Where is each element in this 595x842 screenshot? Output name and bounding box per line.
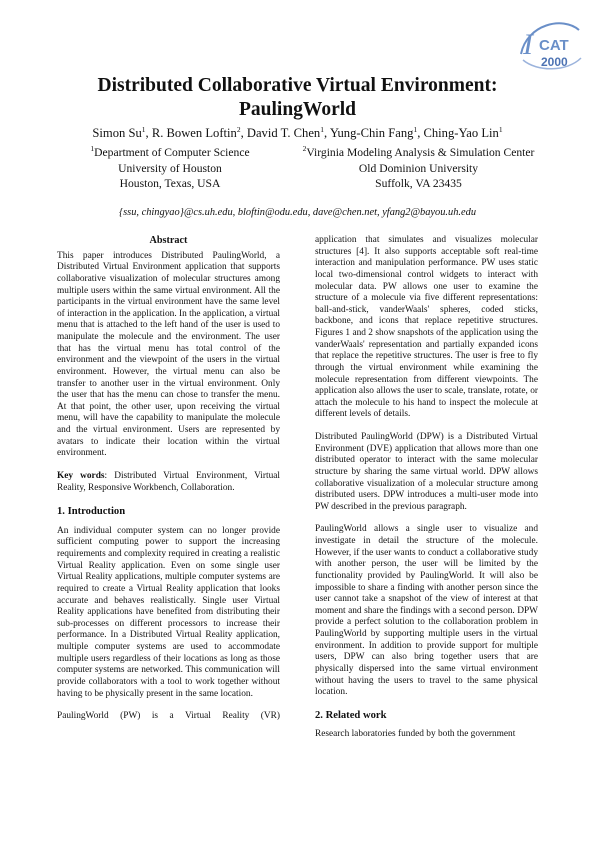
author: Simon Su$^1$, [92, 124, 152, 140]
svg-text:I: I [523, 28, 533, 61]
author-list [20, 125, 575, 141]
keywords-label: Key words [57, 470, 105, 481]
keywords [57, 471, 280, 494]
abstract-body: This paper introduces Distributed PaulingWorld, a Distributed Virtual Environment application that supports collaborative visualization of molecular structures among multiple users within the same virtual environment. All the participants in the virtual environment have the same level of interaction in the application. In the application, a virtual menu that is attached to the left hand of the user is used to manipulate the molecule and the environment. The user that has the virtual menu has total control of the environment and the viewpoint of the users in the virtual environment. However, the virtual menu can also be transfer to another user in the virtual environment. Only the user that has the menu can chose to transfer the menu. At that point, the other user, upon receiving the virtual menu, will have the capability to manipulate the molecule and the virtual environment. Users are represented by avatars to indicate their location within the virtual environment. [57, 250, 280, 459]
svg-text:CAT: CAT [539, 37, 569, 54]
body-paragraph: PaulingWorld allows a single user to visualize and investigate in detail the structure of the molecule. However, if the user wants to conduct a collaborative study with another person, the user will be limited by the functionality provided by PaulingWorld. It will also be impossible to share a finding with another person since the user cannot take a snapshot of the view of interest at that moment and share the findings with a second person. DPW provide a perfect solution to the collaboration problem in PaulingWorld by supporting multiple users in the virtual environment. In addition to provide support for multiple users, DPW can also bring together users that are physically dispersed into the same virtual environment without having the users to travel to the same physical location. [315, 524, 538, 698]
introduction-paragraph-2: PaulingWorld (PW) is a Virtual Reality (VR) [57, 711, 280, 722]
author: Ching-Yao Lin$^1$ [423, 124, 503, 140]
introduction-paragraph: An individual computer system can no longer provide sufficient computing power to support the increasing requirements and complexity required in creating a realistic Virtual Reality application. Even on some single user Virtual Reality applications, multiple computer systems are required to create a Virtual Reality application that looks accurate and behaves realistically. Single user Virtual Reality applications have benefited from distributing their sub-processes on different processors to increase their performance. In a Distributed Virtual Reality application, multiple computer systems are used to accommodate multiple users regardless of their locations as long as those computer systems are networked. This communication will provide collaborators with a tool to work together without having to be physically present in the same location. [57, 525, 280, 699]
svg-text:2000: 2000 [541, 55, 568, 69]
affiliation-1: $^1$Department of Computer Science University of Houston Houston, Texas, USA [90, 144, 250, 190]
icat-2000-logo-icon [513, 14, 585, 78]
abstract-heading: Abstract [149, 235, 188, 246]
left-column [57, 235, 280, 734]
keywords-text: : Distributed Virtual Environment, Virtual Reality, Responsive Workbench, Collaboration. [57, 470, 280, 493]
title-line-2: PaulingWorld [238, 99, 357, 120]
title-line-1: Distributed Collaborative Virtual Environment: [97, 75, 498, 96]
author: Yung-Chin Fang$^1$, [329, 124, 424, 140]
body-paragraph: Distributed PaulingWorld (DPW) is a Distributed Virtual Environment (DVE) application that allows more than one distributed operator to interact with the same molecular structure by sharing the same virtual world. DPW allows collaborative visualization of a molecular structure among distributed users. DPW introduces a multi-user mode into PW described in the previous paragraph. [315, 432, 538, 512]
right-column [315, 235, 538, 752]
related-work-heading: 2. Related work [315, 709, 387, 721]
paper-title [60, 74, 535, 122]
introduction-heading: 1. Introduction [57, 506, 126, 518]
body-paragraph: Research laboratories funded by both the government [315, 729, 516, 740]
affiliation-2: $^2$Virginia Modeling Analysis & Simulation Center Old Dominion University Suffolk, VA 23435 [302, 144, 535, 190]
body-paragraph: application that simulates and visualizes molecular structures [4]. It also supports acceptable soft real-time interaction and manipulation performance. PW uses static local two-dimensional control widgets to interact with molecular data. PW allows one user to examine the structure of a molecule via five different representations: ball-and-stick, vanderWaals' spheres, coded sticks, backbone, and icons that replace repetitive structures. Figures 1 and 2 show snapshots of the application using the vanderWaals' representation and partially expanded icons that replace the repetitive structures. The user is free to fly through the virtual environment while examining the molecule representation from different viewpoints. The application also allows the user to scale, translate, rotate, or attach the molecule to his hand to inspect the molecule at different levels of details. [315, 235, 538, 420]
conference-logo [513, 14, 585, 78]
author-emails: {ssu, chingyao}@cs.uh.edu, bloftin@odu.edu, dave@chen.net, yfang2@bayou.uh.edu [118, 207, 477, 218]
author: R. Bowen Loftin$^2$, [151, 124, 247, 140]
author: David T. Chen$^1$, [246, 124, 330, 140]
